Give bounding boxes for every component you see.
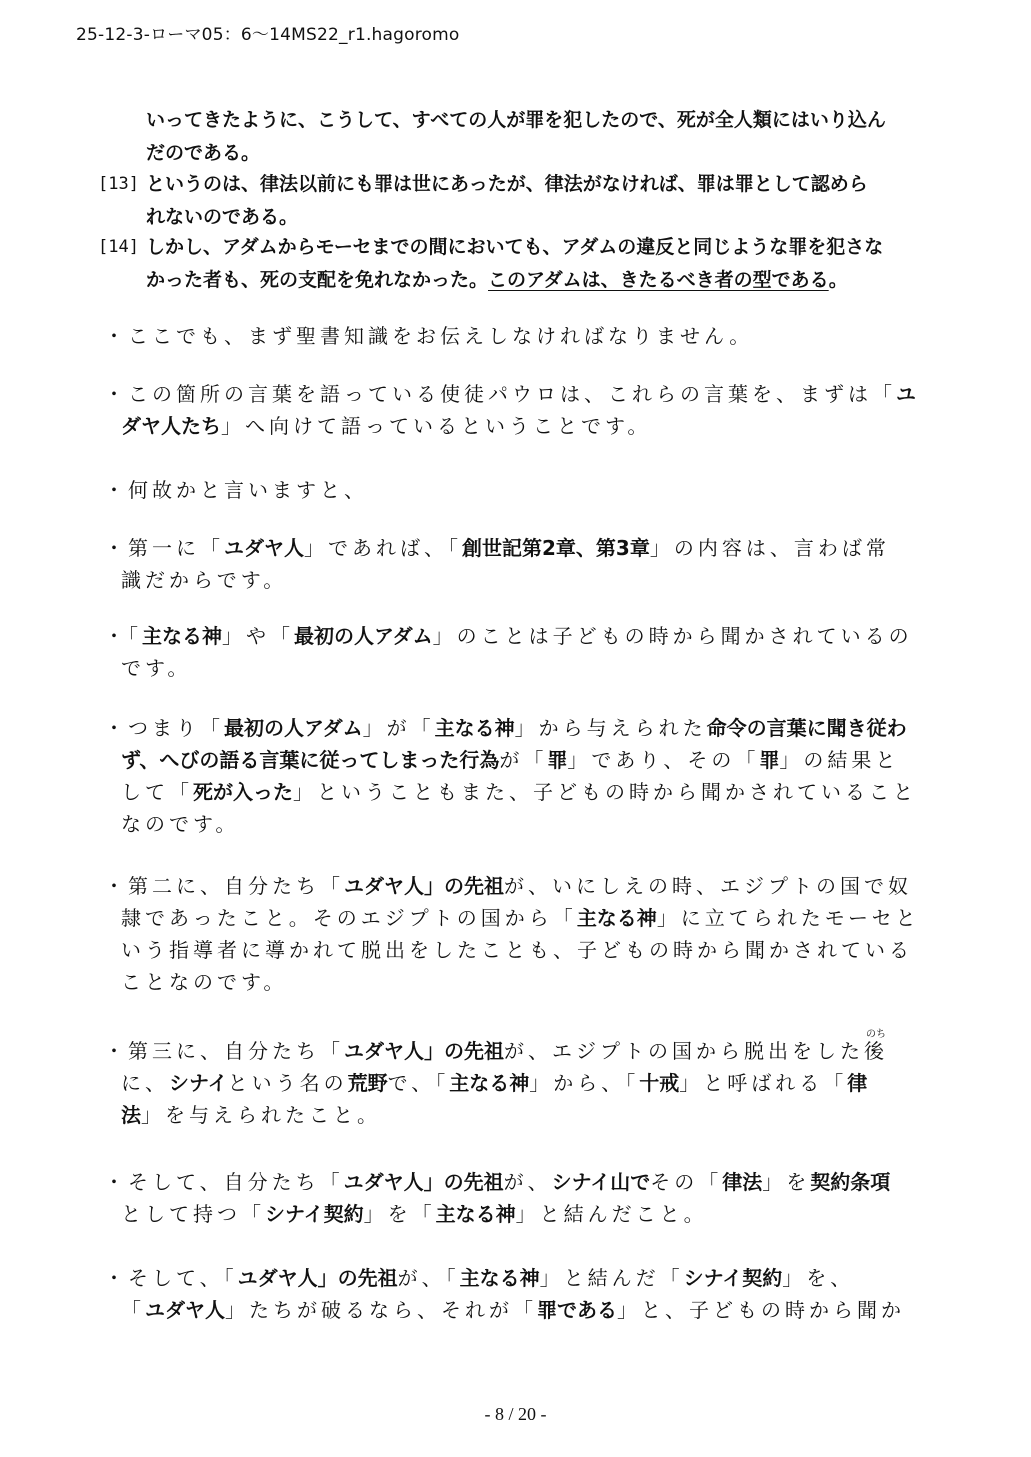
- page-number: - 8 / 20 -: [484, 1404, 547, 1424]
- text-run: 「: [121, 1298, 145, 1322]
- text-run: 」の内容は、言わば常: [649, 536, 890, 560]
- text-run: なのです。: [121, 812, 240, 836]
- text-run: 」のことは子どもの時から聞かされているの: [432, 624, 913, 648]
- text-run: いう指導者に導かれて脱出をしたことも、子どもの時から聞かされている: [121, 938, 913, 962]
- bold-text: ユダヤ人: [224, 536, 304, 560]
- paragraph-line: [104, 1166, 924, 1198]
- commentary-paragraph: [104, 532, 924, 596]
- ruby-text: のち: [866, 1029, 886, 1040]
- text-run: 」へ向けて語っているということです。: [221, 414, 652, 438]
- text-run: 隷であったこと。そのエジプトの国から「: [121, 906, 577, 930]
- text-run: 」を与えられたこと。: [141, 1103, 381, 1127]
- bold-text: ユダヤ人: [344, 874, 424, 898]
- text-run: ことなのです。: [121, 970, 288, 994]
- bold-text: 罪: [547, 748, 568, 772]
- bold-text: 最初の人アダム: [224, 716, 363, 740]
- bold-text: 死が入った: [193, 780, 293, 804]
- paragraph-line: [104, 744, 924, 776]
- text-run: 」と、子どもの時から聞か: [617, 1298, 905, 1322]
- text-run: が、エジプトの国から脱出をした: [504, 1039, 864, 1063]
- paragraph-line: ・何故かと言いますと、: [104, 478, 368, 502]
- verse-line: というのは、律法以前にも罪は世にあったが、律法がなければ、罪は罪として認めら: [146, 173, 868, 195]
- commentary-paragraph: [104, 712, 924, 840]
- bold-text: 主なる神: [434, 716, 515, 740]
- bold-text: 罪である: [537, 1298, 617, 1322]
- ruby-annotated-word: [864, 1029, 888, 1067]
- verse-line: いってきたように、こうして、すべての人が罪を犯したので、死が全人類にはいり込ん: [146, 109, 886, 131]
- text-run: して「: [121, 780, 193, 804]
- commentary-paragraph: [104, 620, 924, 684]
- verse-12-tail: [146, 104, 936, 170]
- text-run: ・「: [104, 624, 142, 648]
- paragraph-line: [104, 808, 924, 840]
- text-run: ・そして、「: [104, 1266, 238, 1290]
- text-run: 」や「: [222, 624, 294, 648]
- text-run: が、いにしえの時、エジプトの国で奴: [504, 874, 912, 898]
- text-run: 識だからです。: [121, 568, 288, 592]
- text-run: です。: [121, 656, 192, 680]
- commentary-paragraph: [104, 1262, 924, 1326]
- bold-text: 」の先祖: [317, 1266, 398, 1290]
- underlined-verse-text: このアダムは、きたるべき者の型である: [488, 269, 829, 291]
- text-run: が、: [503, 1170, 552, 1194]
- text-run: 」であり、その「: [567, 748, 760, 772]
- verse-13: [98, 168, 936, 234]
- text-run: ・第二に、自分たち「: [104, 874, 344, 898]
- text-run: ・そして、自分たち「: [104, 1170, 344, 1194]
- verse-line: しかし、アダムからモーセまでの間においても、アダムの違反と同じような罪を犯さな: [146, 236, 884, 258]
- paragraph-line: [104, 564, 924, 596]
- text-run: 」から、「: [529, 1071, 640, 1095]
- paragraph-line: [104, 712, 924, 744]
- text-run: ・第三に、自分たち「: [104, 1039, 344, 1063]
- bold-text: 主なる神: [459, 1266, 540, 1290]
- bold-text: 主なる神: [576, 906, 657, 930]
- bold-text: 十戒: [639, 1071, 680, 1095]
- text-run: 」から与えられた: [514, 716, 707, 740]
- verse-number: [14]: [98, 237, 139, 257]
- document-filename-header: 25-12-3-ローマ05：6〜14MS22_r1.hagoromo: [76, 25, 460, 45]
- paragraph-line: [104, 1198, 924, 1230]
- text-run: 」と呼ばれる「: [679, 1071, 848, 1095]
- bold-text: 荒野: [347, 1071, 388, 1095]
- paragraph-line: [104, 652, 924, 684]
- bold-text: 罪: [759, 748, 780, 772]
- bold-text: 律法: [722, 1170, 763, 1194]
- paragraph-line: [104, 1262, 924, 1294]
- bold-text: 」の先祖: [424, 874, 504, 898]
- paragraph-line: [104, 902, 924, 934]
- paragraph-line: [104, 1294, 924, 1326]
- text-run: 」たちが破るなら、それが「: [225, 1298, 537, 1322]
- verse-text: 。: [828, 269, 848, 291]
- verse-text: かった者も、死の支配を免れなかった。: [146, 269, 489, 291]
- bold-text: 主なる神: [449, 1071, 530, 1095]
- bold-text: 律: [847, 1071, 868, 1095]
- verse-line: [146, 264, 936, 297]
- paragraph-line: [104, 1099, 924, 1131]
- commentary-paragraph: [104, 474, 924, 506]
- commentary-paragraph: [104, 1166, 924, 1230]
- paragraph-line: [104, 620, 924, 652]
- bold-text: ユダヤ人: [344, 1039, 424, 1063]
- paragraph-line: [104, 870, 924, 902]
- text-run: 」であれば、「: [304, 536, 462, 560]
- text-run: 後: [864, 1039, 888, 1063]
- text-run: 」が「: [362, 716, 435, 740]
- text-run: 」を、: [782, 1266, 855, 1290]
- commentary-paragraph: [104, 320, 924, 352]
- text-run: 」に立てられたモーセと: [656, 906, 920, 930]
- text-run: 」と結んだこと。: [515, 1202, 708, 1226]
- bold-text: 法: [121, 1103, 141, 1127]
- bold-text: シナイ契約: [683, 1266, 783, 1290]
- bold-text: 主なる神: [142, 624, 222, 648]
- bold-text: シナイ山で: [551, 1170, 651, 1194]
- verse-number: [13]: [98, 174, 139, 194]
- text-run: 」を: [762, 1170, 811, 1194]
- commentary-paragraph: [104, 1029, 924, 1131]
- text-run: ・第一に「: [104, 536, 224, 560]
- bold-text: 創世記第2章、第3章: [462, 536, 650, 560]
- text-run: で、「: [387, 1071, 450, 1095]
- text-run: 」の結果と: [779, 748, 900, 772]
- text-run: が「: [499, 748, 548, 772]
- bold-text: シナイ契約: [265, 1202, 364, 1226]
- bold-text: 」の先祖: [424, 1039, 504, 1063]
- paragraph-line: ・ここでも、まず聖書知識をお伝えしなければなりません。: [104, 324, 754, 348]
- bold-text: ず、へびの語る言葉に従ってしまった行為: [121, 748, 500, 772]
- bold-text: ユ: [896, 382, 916, 406]
- verse-line: れないのである。: [146, 206, 299, 228]
- verse-14: [98, 231, 936, 297]
- paragraph-line: [104, 966, 924, 998]
- bold-text: ダヤ人たち: [121, 414, 221, 438]
- text-run: 」ということもまた、子どもの時から聞かされていること: [293, 780, 917, 804]
- text-run: 」を「: [363, 1202, 436, 1226]
- bold-text: 命令の言葉に聞き従わ: [706, 716, 907, 740]
- text-run: ・つまり「: [104, 716, 224, 740]
- paragraph-line: [104, 1029, 924, 1067]
- text-run: その「: [650, 1170, 723, 1194]
- text-run: として持つ「: [121, 1202, 265, 1226]
- paragraph-line: [104, 378, 924, 410]
- bold-text: シナイ: [169, 1071, 228, 1095]
- verse-line: だのである。: [146, 142, 261, 164]
- paragraph-line: [104, 1067, 924, 1099]
- text-run: 」と結んだ「: [539, 1266, 684, 1290]
- bold-text: 主なる神: [435, 1202, 516, 1226]
- paragraph-line: [104, 532, 924, 564]
- bold-text: 」の先祖: [423, 1170, 504, 1194]
- text-run: に、: [121, 1071, 169, 1095]
- paragraph-line: [104, 934, 924, 966]
- bold-text: 契約条項: [810, 1170, 891, 1194]
- text-run: が、「: [397, 1266, 460, 1290]
- commentary-paragraph: [104, 870, 924, 998]
- bold-text: 最初の人アダム: [294, 624, 433, 648]
- commentary-paragraph: [104, 378, 924, 442]
- paragraph-line: [104, 410, 924, 442]
- text-run: ・この箇所の言葉を語っている使徒パウロは、これらの言葉を、まずは「: [104, 382, 896, 406]
- text-run: という名の: [227, 1071, 348, 1095]
- bold-text: ユダヤ人: [237, 1266, 318, 1290]
- bold-text: ユダヤ人: [145, 1298, 225, 1322]
- paragraph-line: [104, 776, 924, 808]
- bold-text: ユダヤ人: [343, 1170, 424, 1194]
